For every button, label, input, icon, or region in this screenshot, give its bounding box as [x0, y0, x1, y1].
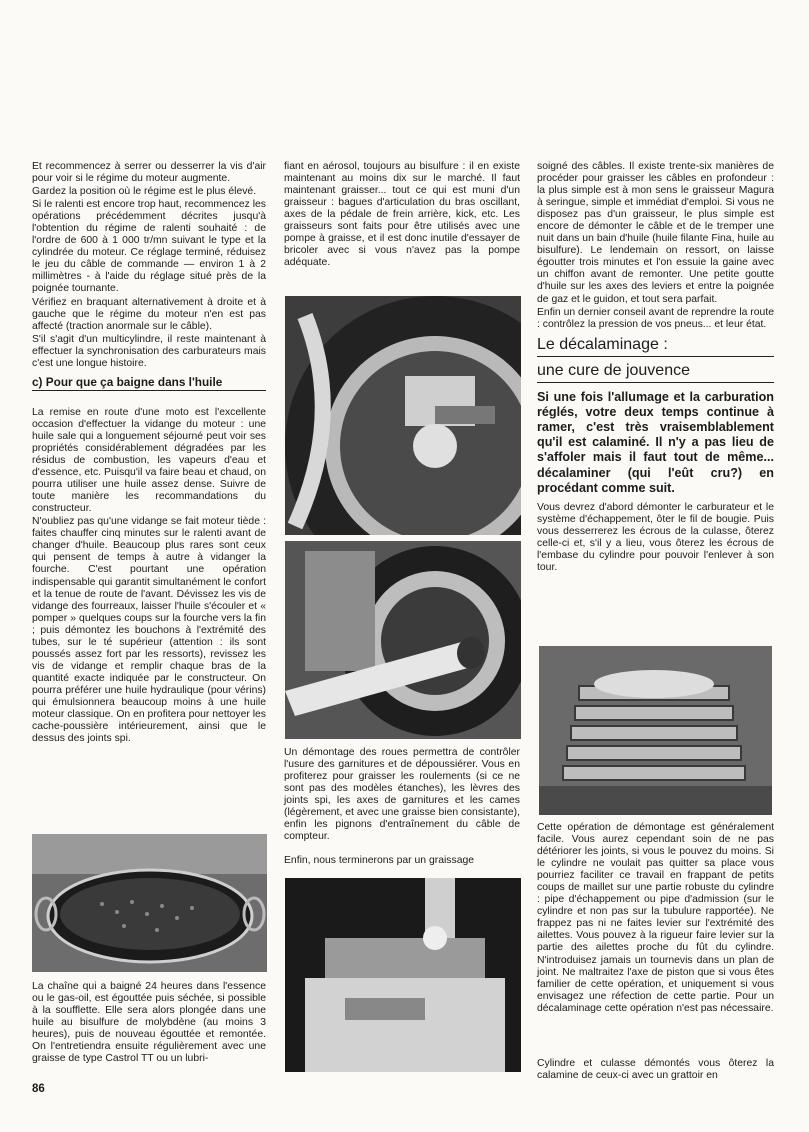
heading-line-1: Le décalaminage : — [537, 335, 774, 357]
column-1 — [32, 161, 266, 746]
section-heading: c) Pour que ça baigne dans l'huile — [32, 376, 266, 391]
paragraph: Cette opération de démontage est généralement facile. Vous aurez cependant soin de ne pas détériorer les joints, si vous le pouvez du moins. Si le cylindre ne voulait pas quitter sa place vous pourriez faciliter ce travail en frappant de petits coups de maillet sur une partie robuste du cylindre : pipe d'échappement ou pipe d'admission (sur le cylindre et non pas sur la tubulure rapportée). Ne frappez pas ni ne faites levier sur l'extrémité des ailettes. Vous pouvez à la rigueur faire levier sur la partie des ailettes proche du fût du cylindre. N'introduisez jamais un tournevis dans un plan de joint. Ne maltraitez l'axe de piston que si vous êtes familier de cette opération, et uniquement si vous envisagez une réfection de cette partie. Pour un décalaminage cette opération n'est pas nécessaire. — [537, 822, 774, 1014]
heading-line-2: une cure de jouvence — [537, 361, 774, 383]
rear-wheel-photo — [285, 541, 521, 739]
paragraph: Enfin un dernier conseil avant de reprendre la route : contrôlez la pression de vos pneus... et leur état. — [537, 306, 774, 330]
paragraph: Vérifiez en braquant alternativement à droite et à gauche que le régime du moteur n'en est pas affecté (traction anormale sur le câble). — [32, 296, 266, 332]
paragraph: fiant en aérosol, toujours au bisulfure : il en existe maintenant au moins dix sur le marché. Il faut maintenant graisser... tout ce qui est muni d'un graisseur : bagues d'articulation du bras oscillant, axes de la pédale de frein arrière, kick, etc. Les graisseurs sont faits pour être utilisés avec une pompe à graisse, et il est donc inutile d'essayer de bricoler avec si vous n'avez pas la pompe adéquate. — [284, 161, 520, 269]
article-heading — [537, 335, 774, 383]
paragraph: soigné des câbles. Il existe trente-six manières de procéder pour graisser les câbles en profondeur : la plus simple est à mon sens le graisseur Magura à seringue, simple et immédiat d'emploi. Si vous ne disposez pas d'un graisseur, le plus simple est encore de démonter le câble et de le tremper une nuit dans un bain d'huile (huile filante Fina, huile au bisulfure). Le lendemain on ressort, on laisse égoutter trois minutes et l'on essuie la gaine avec un chiffon avant de remonter. Une petite goutte d'huile sur les axes des leviers et entre la poignée de gaz et le guidon, et tout sera parfait. — [537, 161, 774, 305]
paragraph: Et recommencez à serrer ou desserrer la vis d'air pour voir si le régime du moteur augmente. — [32, 161, 266, 185]
paragraph: Vous devrez d'abord démonter le carburateur et le système d'échappement, ôter le fil de bougie. Puis vous desserrerez les écrous de la culasse, ôterez celle-ci et, s'il y a lieu, vous ôterez les écrous de l'embase du cylindre pour pouvoir l'enlever à son tour. — [537, 502, 774, 574]
column-3 — [537, 161, 774, 575]
lead-paragraph: Si une fois l'allumage et la carburation réglés, votre deux temps continue à ramer, c'est très vraisemblablement qu'il est calaminé. Il n'y a pas lieu de s'affoler mais il faut tout de même... décalaminer (qui l'eût cru?) en procédant comme suit. — [537, 389, 774, 495]
paragraph: Si le ralenti est encore trop haut, recommencez les opérations précédemment décrites jusqu'à l'obtention du régime de ralenti souhaité : de l'ordre de 600 à 1 000 tr/mn suivant le type et la cylindrée du moteur. Ce réglage terminé, réduisez le jeu du câble de commande — environ 1 à 2 millimètres - à l'aide du réglage situé près de la poignée tournante. — [32, 199, 266, 295]
paragraph: N'oubliez pas qu'une vidange se fait moteur tiède : faites chauffer cinq minutes sur le ralenti avant de changer d'huile. Beaucoup plus rares sont ceux qui pensent de temps à autre à vidanger la fourche. C'est pourtant une opération indispensable qui garantit simultanément le confort et la tenue de route de l'avant. Dévissez les vis de vidange des fourreaux, laisser l'huile s'écouler et « pomper » quelques coups sur la fourche vers la fin ; puis démontez les bouchons à l'extrémité des tubes, sur le té supérieur (attention : ils sont poussés assez fort par les ressorts), revissez les vis de vidange et remplir chaque bras de la quantité exacte indiquée par le constructeur. On pourra préférer une huile hydraulique (pour vérins) qui émulsionnera beaucoup moins à une huile moteur classique. On en profitera pour nettoyer les cache-poussière intérieurement, ainsi que le dessus des joints spi. — [32, 516, 266, 745]
chain-photo — [32, 834, 267, 972]
cylinder-photo — [539, 646, 772, 815]
paragraph: Gardez la position où le régime est le plus élevé. — [32, 186, 257, 198]
page-number: 86 — [32, 1083, 45, 1095]
fork-photo — [285, 878, 521, 1072]
wheel-hub-photo — [285, 296, 521, 535]
paragraph: Enfin, nous terminerons par un graissage — [284, 855, 475, 866]
column-2 — [284, 161, 520, 270]
wheel-caption: Un démontage des roues permettra de contrôler l'usure des garnitures et de dépoussiérer. Vous en profiterez pour graisser les roulements (si ce ne sont pas des modèles étanches), les lèvres des joints spi, les axes de garnitures et les cames (légèrement, et avec une graisse bien consistante), enfin les pignons d'entraînement du câble de compteur. — [284, 747, 520, 843]
paragraph: La remise en route d'une moto est l'excellente occasion d'effectuer la vidange du moteur : une huile sale qui a longuement séjourné peut voir ses propriétés considérablement dégradées par les résidus de combustion, les vapeurs d'eau et d'essence, etc. Puisqu'il va faire beau et chaud, on pourra utiliser une huile assez dense. Suivre de toute manière les recommandations du constructeur. — [32, 406, 266, 515]
paragraph: S'il s'agit d'un multicylindre, il reste maintenant à effectuer la synchronisation des carburateurs mais c'est une longue histoire. — [32, 333, 266, 369]
paragraph: Cylindre et culasse démontés vous ôterez la calamine de ceux-ci avec un grattoir en — [537, 1058, 774, 1082]
chain-caption: La chaîne qui a baigné 24 heures dans l'essence ou le gas-oil, est égouttée puis séchée, si possible à la soufflette. Elle sera alors plongée dans une huile au bisulfure de molybdène (au moins 3 heures), puis de nouveau égouttée et remontée. On l'entretiendra ensuite régulièrement avec une graisse de type Castrol TT ou un lubri- — [32, 981, 266, 1065]
